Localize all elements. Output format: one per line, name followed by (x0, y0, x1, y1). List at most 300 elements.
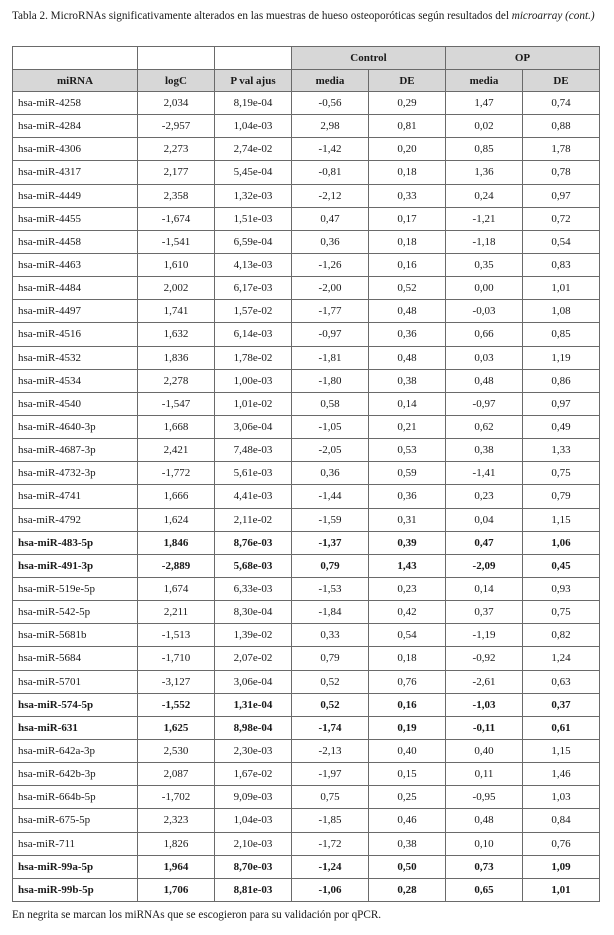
op-de-cell: 0,86 (523, 369, 600, 392)
mirna-cell: hsa-miR-4687-3p (13, 439, 138, 462)
op-media-cell: 0,24 (446, 184, 523, 207)
pval-cell: 7,48e-03 (215, 439, 292, 462)
header-group-op: OP (446, 47, 600, 70)
op-media-cell: 0,40 (446, 739, 523, 762)
control-de-cell: 0,59 (369, 462, 446, 485)
column-header-logc: logC (138, 70, 215, 92)
logc-cell: -3,127 (138, 670, 215, 693)
op-de-cell: 1,33 (523, 439, 600, 462)
op-de-cell: 0,75 (523, 601, 600, 624)
table-row (13, 508, 600, 531)
control-media-cell: -2,00 (292, 277, 369, 300)
control-de-cell: 0,40 (369, 739, 446, 762)
control-media-cell: -1,44 (292, 485, 369, 508)
pval-cell: 9,09e-03 (215, 786, 292, 809)
op-media-cell: -0,11 (446, 716, 523, 739)
op-media-cell: 0,38 (446, 439, 523, 462)
table-row (13, 693, 600, 716)
logc-cell: 2,421 (138, 439, 215, 462)
op-de-cell: 0,74 (523, 92, 600, 115)
control-media-cell: 0,79 (292, 554, 369, 577)
mirna-cell: hsa-miR-4455 (13, 207, 138, 230)
mirna-cell: hsa-miR-4317 (13, 161, 138, 184)
op-media-cell: -0,92 (446, 647, 523, 670)
control-media-cell: -1,77 (292, 300, 369, 323)
op-de-cell: 0,84 (523, 809, 600, 832)
mirna-cell: hsa-miR-4792 (13, 508, 138, 531)
mirna-cell: hsa-miR-519e-5p (13, 577, 138, 600)
logc-cell: 1,846 (138, 531, 215, 554)
control-media-cell: 0,47 (292, 207, 369, 230)
op-de-cell: 0,79 (523, 485, 600, 508)
control-de-cell: 0,18 (369, 230, 446, 253)
table-row (13, 601, 600, 624)
mirna-cell: hsa-miR-574-5p (13, 693, 138, 716)
mirna-cell: hsa-miR-4532 (13, 346, 138, 369)
control-de-cell: 0,38 (369, 369, 446, 392)
op-de-cell: 1,08 (523, 300, 600, 323)
op-de-cell: 1,03 (523, 786, 600, 809)
pval-cell: 1,00e-03 (215, 369, 292, 392)
pval-cell: 1,31e-04 (215, 693, 292, 716)
control-media-cell: -1,84 (292, 601, 369, 624)
control-media-cell: -0,97 (292, 323, 369, 346)
mirna-cell: hsa-miR-4449 (13, 184, 138, 207)
mirna-cell: hsa-miR-5681b (13, 624, 138, 647)
mirna-cell: hsa-miR-5684 (13, 647, 138, 670)
control-de-cell: 0,23 (369, 577, 446, 600)
control-de-cell: 0,14 (369, 392, 446, 415)
table-row (13, 624, 600, 647)
op-media-cell: 0,04 (446, 508, 523, 531)
mirna-cell: hsa-miR-664b-5p (13, 786, 138, 809)
table-row (13, 554, 600, 577)
op-media-cell: -2,09 (446, 554, 523, 577)
table-row (13, 92, 600, 115)
pval-cell: 2,30e-03 (215, 739, 292, 762)
control-de-cell: 0,42 (369, 601, 446, 624)
op-de-cell: 0,54 (523, 230, 600, 253)
header-blank (215, 47, 292, 70)
pval-cell: 6,33e-03 (215, 577, 292, 600)
column-header-control-de: DE (369, 70, 446, 92)
column-header-control-media: media (292, 70, 369, 92)
logc-cell: -1,674 (138, 207, 215, 230)
op-media-cell: 1,36 (446, 161, 523, 184)
mirna-cell: hsa-miR-542-5p (13, 601, 138, 624)
op-de-cell: 1,15 (523, 508, 600, 531)
logc-cell: -1,552 (138, 693, 215, 716)
mirna-cell: hsa-miR-4516 (13, 323, 138, 346)
logc-cell: 2,211 (138, 601, 215, 624)
pval-cell: 3,06e-04 (215, 670, 292, 693)
control-de-cell: 0,76 (369, 670, 446, 693)
op-de-cell: 1,06 (523, 531, 600, 554)
logc-cell: 1,826 (138, 832, 215, 855)
pval-cell: 3,06e-04 (215, 415, 292, 438)
pval-cell: 1,01e-02 (215, 392, 292, 415)
logc-cell: 1,706 (138, 878, 215, 901)
pval-cell: 6,59e-04 (215, 230, 292, 253)
control-media-cell: 0,79 (292, 647, 369, 670)
pval-cell: 8,98e-04 (215, 716, 292, 739)
logc-cell: 2,323 (138, 809, 215, 832)
control-de-cell: 0,36 (369, 485, 446, 508)
column-header-pval: P val ajus (215, 70, 292, 92)
logc-cell: 2,278 (138, 369, 215, 392)
table-row (13, 300, 600, 323)
control-de-cell: 0,21 (369, 415, 446, 438)
table-row (13, 392, 600, 415)
pval-cell: 1,51e-03 (215, 207, 292, 230)
control-de-cell: 0,28 (369, 878, 446, 901)
op-media-cell: 0,03 (446, 346, 523, 369)
caption-italic: microarray (511, 10, 563, 22)
op-de-cell: 0,72 (523, 207, 600, 230)
op-media-cell: 0,37 (446, 601, 523, 624)
footnote: En negrita se marcan los miRNAs que se escogieron para su validación por qPCR. (12, 909, 382, 921)
op-media-cell: 0,02 (446, 115, 523, 138)
pval-cell: 8,81e-03 (215, 878, 292, 901)
control-media-cell: 0,36 (292, 462, 369, 485)
control-de-cell: 0,19 (369, 716, 446, 739)
op-de-cell: 0,78 (523, 161, 600, 184)
op-de-cell: 0,61 (523, 716, 600, 739)
control-media-cell: 0,33 (292, 624, 369, 647)
logc-cell: 1,674 (138, 577, 215, 600)
caption-text: Tabla 2. MicroRNAs significativamente alterados en las muestras de hueso osteoporóticas según resultados del (12, 10, 509, 22)
op-de-cell: 1,46 (523, 763, 600, 786)
logc-cell: -1,702 (138, 786, 215, 809)
table-row (13, 207, 600, 230)
op-de-cell: 1,24 (523, 647, 600, 670)
column-header-mirna: miRNA (13, 70, 138, 92)
table-row (13, 439, 600, 462)
pval-cell: 1,57e-02 (215, 300, 292, 323)
control-de-cell: 0,81 (369, 115, 446, 138)
logc-cell: 1,624 (138, 508, 215, 531)
logc-cell: -2,957 (138, 115, 215, 138)
logc-cell: 1,610 (138, 253, 215, 276)
control-media-cell: -2,12 (292, 184, 369, 207)
logc-cell: 1,964 (138, 855, 215, 878)
control-de-cell: 0,16 (369, 253, 446, 276)
pval-cell: 8,19e-04 (215, 92, 292, 115)
op-de-cell: 0,49 (523, 415, 600, 438)
table-row (13, 786, 600, 809)
logc-cell: -1,710 (138, 647, 215, 670)
mirna-cell: hsa-miR-4306 (13, 138, 138, 161)
op-media-cell: 0,66 (446, 323, 523, 346)
logc-cell: 1,836 (138, 346, 215, 369)
pval-cell: 2,74e-02 (215, 138, 292, 161)
logc-cell: 2,087 (138, 763, 215, 786)
logc-cell: 1,668 (138, 415, 215, 438)
table-body (13, 92, 600, 902)
control-media-cell: -1,05 (292, 415, 369, 438)
op-de-cell: 0,82 (523, 624, 600, 647)
logc-cell: -1,513 (138, 624, 215, 647)
pval-cell: 4,13e-03 (215, 253, 292, 276)
control-de-cell: 0,36 (369, 323, 446, 346)
control-de-cell: 0,18 (369, 161, 446, 184)
control-de-cell: 0,48 (369, 346, 446, 369)
control-media-cell: -2,13 (292, 739, 369, 762)
op-media-cell: 0,48 (446, 369, 523, 392)
logc-cell: 2,002 (138, 277, 215, 300)
pval-cell: 1,67e-02 (215, 763, 292, 786)
pval-cell: 5,68e-03 (215, 554, 292, 577)
control-de-cell: 0,48 (369, 300, 446, 323)
table-row (13, 531, 600, 554)
logc-cell: 1,741 (138, 300, 215, 323)
control-media-cell: 0,58 (292, 392, 369, 415)
table-row (13, 763, 600, 786)
mirna-cell: hsa-miR-4741 (13, 485, 138, 508)
op-media-cell: 0,65 (446, 878, 523, 901)
control-de-cell: 0,18 (369, 647, 446, 670)
op-media-cell: 0,00 (446, 277, 523, 300)
control-de-cell: 0,38 (369, 832, 446, 855)
table-row (13, 716, 600, 739)
mirna-cell: hsa-miR-4497 (13, 300, 138, 323)
control-de-cell: 0,52 (369, 277, 446, 300)
op-media-cell: 1,47 (446, 92, 523, 115)
pval-cell: 8,70e-03 (215, 855, 292, 878)
op-de-cell: 1,19 (523, 346, 600, 369)
op-media-cell: -1,19 (446, 624, 523, 647)
mirna-cell: hsa-miR-99b-5p (13, 878, 138, 901)
control-de-cell: 0,53 (369, 439, 446, 462)
header-blank (138, 47, 215, 70)
op-media-cell: 0,85 (446, 138, 523, 161)
mirna-cell: hsa-miR-4534 (13, 369, 138, 392)
op-media-cell: -0,95 (446, 786, 523, 809)
pval-cell: 6,17e-03 (215, 277, 292, 300)
table-row (13, 670, 600, 693)
mirna-cell: hsa-miR-491-3p (13, 554, 138, 577)
logc-cell: 1,666 (138, 485, 215, 508)
control-media-cell: -1,74 (292, 716, 369, 739)
control-media-cell: -1,06 (292, 878, 369, 901)
mirna-cell: hsa-miR-4732-3p (13, 462, 138, 485)
pval-cell: 8,30e-04 (215, 601, 292, 624)
table-row (13, 809, 600, 832)
logc-cell: -1,541 (138, 230, 215, 253)
mirna-cell: hsa-miR-642a-3p (13, 739, 138, 762)
op-media-cell: 0,47 (446, 531, 523, 554)
pval-cell: 1,04e-03 (215, 115, 292, 138)
op-de-cell: 0,75 (523, 462, 600, 485)
control-de-cell: 0,39 (369, 531, 446, 554)
header-group-row (13, 47, 600, 70)
control-media-cell: 0,36 (292, 230, 369, 253)
mirna-cell: hsa-miR-4484 (13, 277, 138, 300)
table-row (13, 184, 600, 207)
logc-cell: 2,358 (138, 184, 215, 207)
op-media-cell: 0,11 (446, 763, 523, 786)
table-row (13, 230, 600, 253)
control-media-cell: -0,56 (292, 92, 369, 115)
logc-cell: 2,273 (138, 138, 215, 161)
control-media-cell: -1,81 (292, 346, 369, 369)
table-row (13, 485, 600, 508)
table-row (13, 253, 600, 276)
control-de-cell: 0,16 (369, 693, 446, 716)
table-row (13, 323, 600, 346)
control-media-cell: 0,75 (292, 786, 369, 809)
op-media-cell: 0,10 (446, 832, 523, 855)
pval-cell: 2,07e-02 (215, 647, 292, 670)
mirna-cell: hsa-miR-4540 (13, 392, 138, 415)
logc-cell: 1,625 (138, 716, 215, 739)
mirna-table (12, 46, 600, 902)
control-media-cell: -0,81 (292, 161, 369, 184)
caption-suffix: (cont.) (562, 10, 595, 22)
table-row (13, 832, 600, 855)
mirna-cell: hsa-miR-631 (13, 716, 138, 739)
table-row (13, 369, 600, 392)
op-de-cell: 0,93 (523, 577, 600, 600)
op-de-cell: 1,15 (523, 739, 600, 762)
op-de-cell: 0,45 (523, 554, 600, 577)
table-row (13, 577, 600, 600)
mirna-cell: hsa-miR-99a-5p (13, 855, 138, 878)
op-de-cell: 0,76 (523, 832, 600, 855)
pval-cell: 1,32e-03 (215, 184, 292, 207)
mirna-cell: hsa-miR-5701 (13, 670, 138, 693)
header-column-row (13, 70, 600, 92)
control-de-cell: 0,15 (369, 763, 446, 786)
control-media-cell: -1,42 (292, 138, 369, 161)
control-media-cell: -1,80 (292, 369, 369, 392)
mirna-cell: hsa-miR-4258 (13, 92, 138, 115)
logc-cell: -1,772 (138, 462, 215, 485)
op-media-cell: -0,97 (446, 392, 523, 415)
control-media-cell: -1,97 (292, 763, 369, 786)
control-media-cell: -1,24 (292, 855, 369, 878)
op-media-cell: -0,03 (446, 300, 523, 323)
op-media-cell: -1,21 (446, 207, 523, 230)
control-media-cell: -1,72 (292, 832, 369, 855)
op-de-cell: 0,97 (523, 392, 600, 415)
op-de-cell: 1,09 (523, 855, 600, 878)
op-de-cell: 0,37 (523, 693, 600, 716)
op-media-cell: 0,35 (446, 253, 523, 276)
control-de-cell: 0,31 (369, 508, 446, 531)
table-row (13, 878, 600, 901)
pval-cell: 1,78e-02 (215, 346, 292, 369)
control-de-cell: 0,46 (369, 809, 446, 832)
op-media-cell: -1,41 (446, 462, 523, 485)
pval-cell: 2,10e-03 (215, 832, 292, 855)
table-row (13, 739, 600, 762)
control-de-cell: 0,50 (369, 855, 446, 878)
pval-cell: 1,04e-03 (215, 809, 292, 832)
logc-cell: 2,034 (138, 92, 215, 115)
mirna-cell: hsa-miR-4463 (13, 253, 138, 276)
control-media-cell: -2,05 (292, 439, 369, 462)
op-media-cell: 0,48 (446, 809, 523, 832)
mirna-cell: hsa-miR-4640-3p (13, 415, 138, 438)
pval-cell: 5,61e-03 (215, 462, 292, 485)
logc-cell: -1,547 (138, 392, 215, 415)
pval-cell: 8,76e-03 (215, 531, 292, 554)
mirna-cell: hsa-miR-483-5p (13, 531, 138, 554)
pval-cell: 1,39e-02 (215, 624, 292, 647)
control-media-cell: -1,85 (292, 809, 369, 832)
column-header-op-de: DE (523, 70, 600, 92)
op-media-cell: 0,73 (446, 855, 523, 878)
op-media-cell: 0,62 (446, 415, 523, 438)
mirna-cell: hsa-miR-4458 (13, 230, 138, 253)
control-media-cell: 0,52 (292, 693, 369, 716)
table-row (13, 138, 600, 161)
table-row (13, 462, 600, 485)
control-media-cell: -1,53 (292, 577, 369, 600)
table-row (13, 115, 600, 138)
mirna-cell: hsa-miR-642b-3p (13, 763, 138, 786)
pval-cell: 2,11e-02 (215, 508, 292, 531)
control-de-cell: 0,17 (369, 207, 446, 230)
control-de-cell: 0,20 (369, 138, 446, 161)
mirna-cell: hsa-miR-4284 (13, 115, 138, 138)
table-row (13, 346, 600, 369)
control-de-cell: 0,54 (369, 624, 446, 647)
mirna-cell: hsa-miR-675-5p (13, 809, 138, 832)
control-de-cell: 0,29 (369, 92, 446, 115)
op-de-cell: 0,63 (523, 670, 600, 693)
table-row (13, 855, 600, 878)
table-row (13, 415, 600, 438)
control-media-cell: -1,37 (292, 531, 369, 554)
op-media-cell: -1,18 (446, 230, 523, 253)
op-de-cell: 1,01 (523, 277, 600, 300)
op-de-cell: 1,78 (523, 138, 600, 161)
table-row (13, 277, 600, 300)
control-media-cell: 2,98 (292, 115, 369, 138)
logc-cell: 2,530 (138, 739, 215, 762)
op-de-cell: 0,85 (523, 323, 600, 346)
pval-cell: 6,14e-03 (215, 323, 292, 346)
op-media-cell: -1,03 (446, 693, 523, 716)
table-row (13, 647, 600, 670)
pval-cell: 4,41e-03 (215, 485, 292, 508)
logc-cell: 1,632 (138, 323, 215, 346)
mirna-cell: hsa-miR-711 (13, 832, 138, 855)
table-caption (12, 9, 604, 24)
op-de-cell: 1,01 (523, 878, 600, 901)
column-header-op-media: media (446, 70, 523, 92)
control-media-cell: 0,52 (292, 670, 369, 693)
logc-cell: -2,889 (138, 554, 215, 577)
op-media-cell: -2,61 (446, 670, 523, 693)
op-de-cell: 0,83 (523, 253, 600, 276)
control-de-cell: 1,43 (369, 554, 446, 577)
op-media-cell: 0,23 (446, 485, 523, 508)
op-de-cell: 0,88 (523, 115, 600, 138)
control-de-cell: 0,25 (369, 786, 446, 809)
logc-cell: 2,177 (138, 161, 215, 184)
control-media-cell: -1,26 (292, 253, 369, 276)
control-media-cell: -1,59 (292, 508, 369, 531)
op-media-cell: 0,14 (446, 577, 523, 600)
header-group-control: Control (292, 47, 446, 70)
op-de-cell: 0,97 (523, 184, 600, 207)
pval-cell: 5,45e-04 (215, 161, 292, 184)
table-row (13, 161, 600, 184)
control-de-cell: 0,33 (369, 184, 446, 207)
